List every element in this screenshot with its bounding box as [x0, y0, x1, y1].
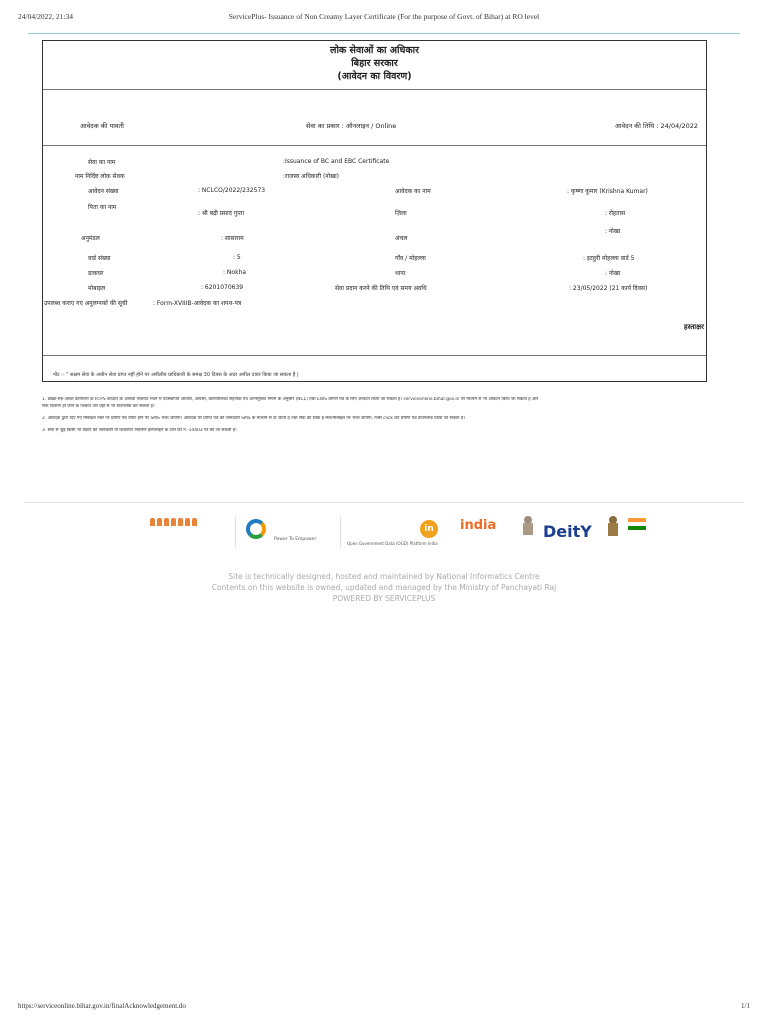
attachments-value: : Form-XVIIIB-आवेदक का शपथ-पत्र	[153, 300, 242, 307]
print-header	[18, 12, 750, 24]
applicant-name-label: आवेदक का नाम	[395, 188, 431, 195]
district-label: ज़िला	[395, 210, 407, 217]
ward-label: वार्ड संख्या	[88, 255, 111, 262]
credit-ministry: Contents on this website is owned, updated and managed by the Ministry of Panchayati Raj	[211, 583, 557, 592]
delivery-label: सेवा प्रदान करने की तिथि एवं समय अवधि	[335, 285, 427, 292]
header-divider	[28, 33, 740, 34]
instruction-3: 3. सेवा से जुड़े किसी भी प्रकार की जानकारी या शिकायत निवारण हेल्पलाइन के टोल फ्री नं.-14403 पर की जा सकती है।	[42, 428, 237, 433]
heading-government: बिहार सरकार	[351, 58, 398, 69]
district-value: : रोहतास	[605, 210, 626, 217]
village-value: : इटहुरी मोहल्ला वार्ड 5	[583, 255, 635, 262]
appeal-note: नोट :- " सक्षम सेवा के अधीन सेवा प्राप्त नहीं होने पर अपीलीय प्राधिकारी के समक्ष 30 दिवस के अंदर अपील दायर किया जा सकता है |	[53, 372, 299, 378]
instruction-2: 2. आवेदक द्वारा दिए गए मोबाइल नंबर पर प्रमाण पत्र तैयार होने पर SMS भेजा जाएगा। आवेदक पर प्राप्ति पत्र की जानकारी SMS के माध्यम से दी जाती है तथा सेवा का लिंक ई-मेल/मोबाइल पर भेजा जायेगा, जिसे click कर प्रमाण पत्र डाउनलोड किया जा सकता है।	[42, 416, 465, 421]
meta-row	[43, 121, 706, 133]
mobile-label: मोबाइल	[88, 285, 106, 292]
instructions	[42, 397, 722, 434]
digital-india-tagline: Power To Empower	[274, 537, 317, 542]
document-heading	[43, 41, 706, 83]
applicant-name-value: : कृष्णा कुमार (Krishna Kumar)	[567, 188, 648, 195]
delivery-value: : 23/05/2022 (21 कार्य दिवस)	[569, 285, 648, 292]
print-title: ServicePlus- Issuance of Non Creamy Layer Certificate (For the purpose of Govt. of Bihar) at RO level	[228, 12, 540, 21]
block-value: : नोखा	[605, 228, 621, 235]
state-emblem-icon[interactable]	[605, 516, 621, 540]
credit-powered-by: POWERED BY SERVICEPLUS	[332, 594, 436, 603]
ogd-logo[interactable]	[340, 517, 438, 547]
subdivision-label: अनुमंडल	[81, 235, 100, 242]
mobile-value: : 6201070639	[201, 284, 244, 291]
application-no-value: : NCLCO/2022/232573	[198, 187, 266, 194]
page-url: https://serviceonline.bihar.gov.in/finalAcknowledgement.do	[18, 1002, 186, 1010]
service-name-value: :Issuance of BC and EBC Certificate	[283, 158, 390, 165]
post-office-value: : Nokha	[223, 269, 247, 276]
service-name-label: सेवा का नाम	[88, 159, 116, 166]
in-logo[interactable]: in	[420, 520, 438, 538]
block-label: अंचल	[395, 235, 408, 242]
digital-india-icon	[246, 519, 266, 539]
application-no-label: आवेदन संख्या	[88, 188, 119, 195]
subdivision-value: : सासाराम	[221, 235, 244, 242]
police-station-label: थाना	[395, 270, 406, 277]
attachments-label: उपलब्ध कराए गए अनुलग्नकों की सूची	[44, 300, 128, 307]
post-office-label: डाकघर	[88, 270, 104, 277]
deity-logo[interactable]: DeitY	[543, 522, 592, 541]
footer-divider	[24, 502, 744, 503]
meta-divider	[43, 145, 706, 146]
serviceplus-logo[interactable]	[150, 518, 198, 528]
credit-nic: Site is technically designed, hosted and maintained by National Informatics Centre	[228, 572, 540, 581]
ward-value: : 5	[233, 254, 241, 261]
india-flag-icon[interactable]	[628, 518, 646, 530]
print-datetime: 24/04/2022, 21:34	[18, 12, 74, 21]
heading-rights: लोक सेवाओं का अधिकार	[330, 45, 419, 56]
ogd-tagline: Open Government Data (OGD) Platform India	[347, 541, 438, 546]
national-emblem-icon[interactable]	[520, 516, 536, 538]
instruction-1-continued: सेवा वितरण हो जाने के पश्चात उसे वहीं से भी डाउनलोड कर सकता है।	[42, 404, 155, 409]
print-footer	[18, 1002, 750, 1014]
heading-divider	[43, 89, 706, 90]
heading-details: (आवेदन का विवरण)	[337, 71, 412, 82]
page-number: 1/1	[741, 1002, 750, 1010]
partner-logos	[150, 512, 650, 552]
service-type: सेवा का प्रकार : ऑनलाइन / Online	[306, 122, 397, 130]
father-name-value: : श्री बद्री प्रसाद गुप्ता	[198, 210, 245, 217]
receipt-label: आवेदक की पावती	[80, 122, 124, 130]
officer-label: नाम निर्दिष्ट लोक सेवक	[75, 173, 125, 180]
instruction-1: 1. प्रखंड-सह-अंचल कार्यालय के RTPS काउंटर के अलावा पंचायत भवन में पदस्थापित आवास, आवास, कार्यपालिका सहायक एवं अभिसूचित नियम के अनुसार (NCL) तथा EWS प्रमाण पत्र के लिए आवेदन किया जा सकता है। serviceonline.bihar.gov.in पर माध्यम से भी आवेदन किया जा सकता है और	[42, 397, 539, 402]
digital-india-logo[interactable]	[235, 517, 335, 547]
site-credits	[0, 571, 768, 604]
officer-value: :राजस्व अधिकारी (नोखा)	[283, 173, 339, 180]
signature-divider	[43, 355, 706, 356]
application-date: आवेदन की तिथि : 24/04/2022	[614, 122, 698, 130]
police-station-value: : नोखा	[605, 270, 621, 277]
signature-label: हस्ताक्षर	[683, 323, 704, 331]
village-label: गाँव / मोहल्ला	[395, 255, 426, 262]
father-name-label: पिता का नाम	[88, 204, 117, 211]
india-gov-logo[interactable]: india	[460, 518, 497, 533]
acknowledgement-box	[42, 40, 707, 382]
